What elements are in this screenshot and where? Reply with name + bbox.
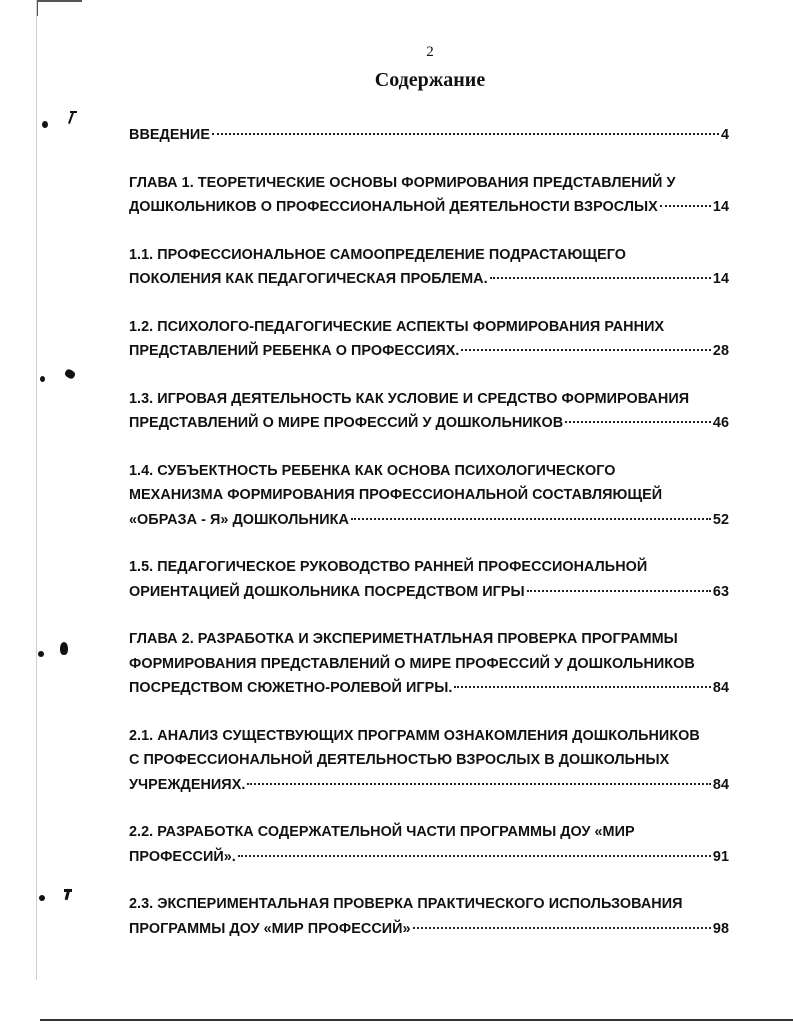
toc-entry <box>129 243 729 292</box>
toc-entry-last-line <box>129 580 729 605</box>
dot-leader <box>527 590 711 592</box>
toc-entry-text: 2.1. АНАЛИЗ СУЩЕСТВУЮЩИХ ПРОГРАММ ОЗНАКОМЛЕНИЯ ДОШКОЛЬНИКОВ <box>129 727 700 744</box>
toc-entry-last-line <box>129 411 729 436</box>
toc-page-number: 63 <box>712 583 729 600</box>
toc-entry-last-line <box>129 676 729 701</box>
toc-entry <box>129 724 729 798</box>
scan-speck <box>42 121 48 128</box>
toc-entry-text: УЧРЕЖДЕНИЯХ. <box>129 776 246 793</box>
scan-speck <box>70 111 77 113</box>
dot-leader <box>490 277 711 279</box>
dot-leader <box>413 927 711 929</box>
dot-leader <box>565 421 711 423</box>
scan-bottom-edge <box>40 1019 793 1021</box>
toc-entry-text: ПРЕДСТАВЛЕНИЙ РЕБЕНКА О ПРОФЕССИЯХ. <box>129 343 460 359</box>
scan-margin-line <box>36 0 37 980</box>
toc-entry-text: МЕХАНИЗМА ФОРМИРОВАНИЯ ПРОФЕССИОНАЛЬНОЙ СОСТАВЛЯЮЩЕЙ <box>129 487 663 503</box>
toc-entry-text: 2.3. ЭКСПЕРИМЕНТАЛЬНАЯ ПРОВЕРКА ПРАКТИЧЕСКОГО ИСПОЛЬЗОВАНИЯ <box>129 896 683 912</box>
toc-page-number: 91 <box>712 848 729 865</box>
toc-entry-last-line <box>129 339 729 364</box>
toc-page-number: 52 <box>712 511 729 528</box>
dot-leader <box>212 133 719 135</box>
toc-entry-last-line <box>129 845 729 870</box>
toc-entry-text: ПОСРЕДСТВОМ СЮЖЕТНО-РОЛЕВОЙ ИГРЫ. <box>129 680 453 696</box>
toc-entry <box>129 892 729 941</box>
toc-entry-last-line <box>129 123 729 148</box>
toc-entry-text: ВВЕДЕНИЕ <box>129 127 210 143</box>
toc-entry-text: С ПРОФЕССИОНАЛЬНОЙ ДЕЯТЕЛЬНОСТЬЮ ВЗРОСЛЫХ В ДОШКОЛЬНЫХ <box>129 752 670 768</box>
toc-page-number: 84 <box>712 680 729 696</box>
toc-entry <box>129 171 729 220</box>
dot-leader <box>247 783 710 785</box>
scan-speck <box>38 651 44 657</box>
toc-entry-text: ДОШКОЛЬНИКОВ О ПРОФЕССИОНАЛЬНОЙ ДЕЯТЕЛЬНОСТИ ВЗРОСЛЫХ <box>129 199 658 215</box>
toc-entry-text: «ОБРАЗА - Я» ДОШКОЛЬНИКА <box>129 511 349 528</box>
toc-entry-text: ПРОФЕССИЙ». <box>129 848 236 865</box>
toc-entry-text: 2.2. РАЗРАБОТКА СОДЕРЖАТЕЛЬНОЙ ЧАСТИ ПРОГРАММЫ ДОУ «МИР <box>129 824 635 840</box>
scan-speck <box>40 376 45 382</box>
scan-speck <box>64 889 72 892</box>
toc-page-number: 46 <box>712 415 729 431</box>
dot-leader <box>461 349 710 351</box>
toc-page-number: 14 <box>712 199 729 215</box>
toc-entry-text: ПОКОЛЕНИЯ КАК ПЕДАГОГИЧЕСКАЯ ПРОБЛЕМА. <box>129 271 488 287</box>
toc-entry-last-line <box>129 195 729 220</box>
dot-leader <box>454 686 710 688</box>
toc-page-number: 28 <box>712 343 729 359</box>
toc-entry <box>129 123 729 148</box>
scan-corner-mark <box>36 0 82 2</box>
page-title: Содержание <box>374 69 486 91</box>
toc-entry-last-line <box>129 917 729 942</box>
toc-entry <box>129 627 729 701</box>
toc-entry <box>129 315 729 364</box>
toc-entry-text: 1.1. ПРОФЕССИОНАЛЬНОЕ САМООПРЕДЕЛЕНИЕ ПОДРАСТАЮЩЕГО <box>129 246 627 263</box>
toc-entry-last-line <box>129 267 729 292</box>
toc-entry-last-line <box>129 508 729 533</box>
toc-entry-text: 1.2. ПСИХОЛОГО-ПЕДАГОГИЧЕСКИЕ АСПЕКТЫ ФОРМИРОВАНИЯ РАННИХ <box>129 318 665 335</box>
toc-entry <box>129 459 729 533</box>
scan-speck <box>68 112 74 124</box>
scan-speck <box>60 642 68 655</box>
toc-entry-text: 1.4. СУБЪЕКТНОСТЬ РЕБЕНКА КАК ОСНОВА ПСИХОЛОГИЧЕСКОГО <box>129 462 616 479</box>
toc-entry-text: ГЛАВА 2. РАЗРАБОТКА И ЭКСПЕРИМЕТНАТЛЬНАЯ ПРОВЕРКА ПРОГРАММЫ <box>129 631 678 647</box>
toc-entry-text: 1.3. ИГРОВАЯ ДЕЯТЕЛЬНОСТЬ КАК УСЛОВИЕ И СРЕДСТВО ФОРМИРОВАНИЯ <box>129 390 690 407</box>
toc-entry-text: ПРОГРАММЫ ДОУ «МИР ПРОФЕССИЙ» <box>129 920 411 937</box>
toc-entry-text: 1.5. ПЕДАГОГИЧЕСКОЕ РУКОВОДСТВО РАННЕЙ ПРОФЕССИОНАЛЬНОЙ <box>129 559 648 575</box>
toc-entry-text: ПРЕДСТАВЛЕНИЙ О МИРЕ ПРОФЕССИЙ У ДОШКОЛЬНИКОВ <box>129 415 564 431</box>
toc-entry-text: ОРИЕНТАЦИЕЙ ДОШКОЛЬНИКА ПОСРЕДСТВОМ ИГРЫ <box>129 583 525 600</box>
toc-page-number: 14 <box>712 271 729 287</box>
dot-leader <box>351 518 711 520</box>
toc-entry <box>129 387 729 436</box>
toc-page-number: 84 <box>712 776 729 793</box>
scan-speck <box>64 368 77 380</box>
page-number: 2 <box>426 44 434 60</box>
toc-entry <box>129 555 729 604</box>
toc-entry-text: ГЛАВА 1. ТЕОРЕТИЧЕСКИЕ ОСНОВЫ ФОРМИРОВАНИЯ ПРЕДСТАВЛЕНИЙ У <box>129 174 676 191</box>
scan-speck <box>39 895 45 901</box>
toc-entry <box>129 820 729 869</box>
toc-page-number: 98 <box>712 920 729 937</box>
toc-page-number: 4 <box>720 127 729 143</box>
toc-entry-text: ФОРМИРОВАНИЯ ПРЕДСТАВЛЕНИЙ О МИРЕ ПРОФЕССИЙ У ДОШКОЛЬНИКОВ <box>129 655 695 672</box>
dot-leader <box>238 855 711 857</box>
table-of-contents <box>129 123 729 964</box>
dot-leader <box>660 205 711 207</box>
toc-entry-last-line <box>129 773 729 798</box>
